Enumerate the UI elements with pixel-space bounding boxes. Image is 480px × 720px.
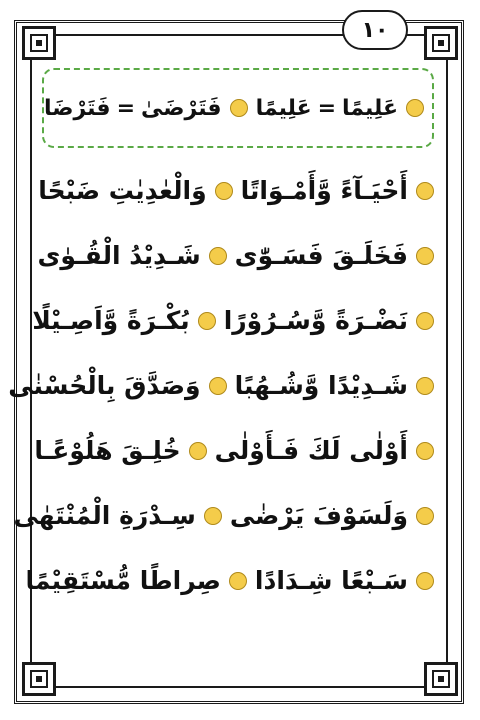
- corner-ornament-bottom-right: [424, 662, 458, 696]
- bullet-dot-icon: [209, 247, 227, 265]
- word-pair: وَلَسَوْفَ يَرْضٰى: [229, 501, 408, 530]
- bullet-dot-icon: [406, 99, 424, 117]
- bullet-dot-icon: [189, 442, 207, 460]
- word-row: [37, 223, 442, 288]
- word-row: [13, 483, 442, 548]
- bullet-dot-icon: [204, 507, 222, 525]
- example-word: عَلِيمًا: [342, 95, 399, 121]
- word-pair: وَالْعٰدِيٰتِ ضَبْحًا: [38, 176, 207, 205]
- bullet-dot-icon: [215, 182, 233, 200]
- corner-ornament-top-left: [22, 26, 56, 60]
- word-pair: بُكْـرَةً وَّاَصِـيْلًا: [32, 306, 190, 335]
- word-row: [38, 158, 442, 223]
- example-word: عَلِيمًا: [255, 95, 312, 121]
- example-word: فَتَرْضَىٰ: [141, 95, 222, 121]
- bullet-dot-icon: [416, 442, 434, 460]
- equals-sign: =: [116, 95, 135, 121]
- bullet-dot-icon: [230, 99, 248, 117]
- corner-ornament-top-right: [424, 26, 458, 60]
- bullet-dot-icon: [416, 572, 434, 590]
- word-pair: وَصَدَّقَ بِالْحُسْنٰى: [8, 371, 201, 400]
- bullet-dot-icon: [416, 182, 434, 200]
- word-row: [8, 353, 442, 418]
- word-pair: سَـبْعًا شِـدَادًا: [254, 566, 408, 595]
- bullet-dot-icon: [229, 572, 247, 590]
- word-pair: صِراطًا مُّسْتَقِيْمًا: [25, 566, 221, 595]
- equals-sign: =: [317, 95, 337, 121]
- word-pair: شَـدِيْدُ الْقُـوٰى: [37, 241, 201, 270]
- word-pair: شَـدِيْدًا وَّشُـهُبًا: [234, 371, 408, 400]
- page-number: ١٠: [342, 10, 408, 50]
- word-row: [32, 288, 442, 353]
- bullet-dot-icon: [209, 377, 227, 395]
- bullet-dot-icon: [416, 247, 434, 265]
- bullet-dot-icon: [416, 377, 434, 395]
- word-pair: خُلِـقَ هَلُوْعًـا: [34, 436, 181, 465]
- word-row: [34, 418, 442, 483]
- word-pair: أَوْلٰى لَكَ فَـأَوْلٰى: [214, 436, 408, 465]
- word-rows: [8, 158, 442, 613]
- word-row: [25, 548, 442, 613]
- example-box: [42, 68, 434, 148]
- word-pair: نَضْـرَةً وَّسُـرُوْرًا: [223, 306, 408, 335]
- bullet-dot-icon: [416, 507, 434, 525]
- word-pair: سِـدْرَةِ الْمُنْتَهٰى: [13, 501, 196, 530]
- word-pair: أَحْيَـآءً وَّأَمْـوَاتًا: [240, 176, 408, 205]
- word-pair: فَخَلَـقَ فَسَـوّٰى: [234, 241, 408, 270]
- example-word: فَتَرْضَا: [43, 95, 111, 121]
- bullet-dot-icon: [416, 312, 434, 330]
- bullet-dot-icon: [198, 312, 216, 330]
- corner-ornament-bottom-left: [22, 662, 56, 696]
